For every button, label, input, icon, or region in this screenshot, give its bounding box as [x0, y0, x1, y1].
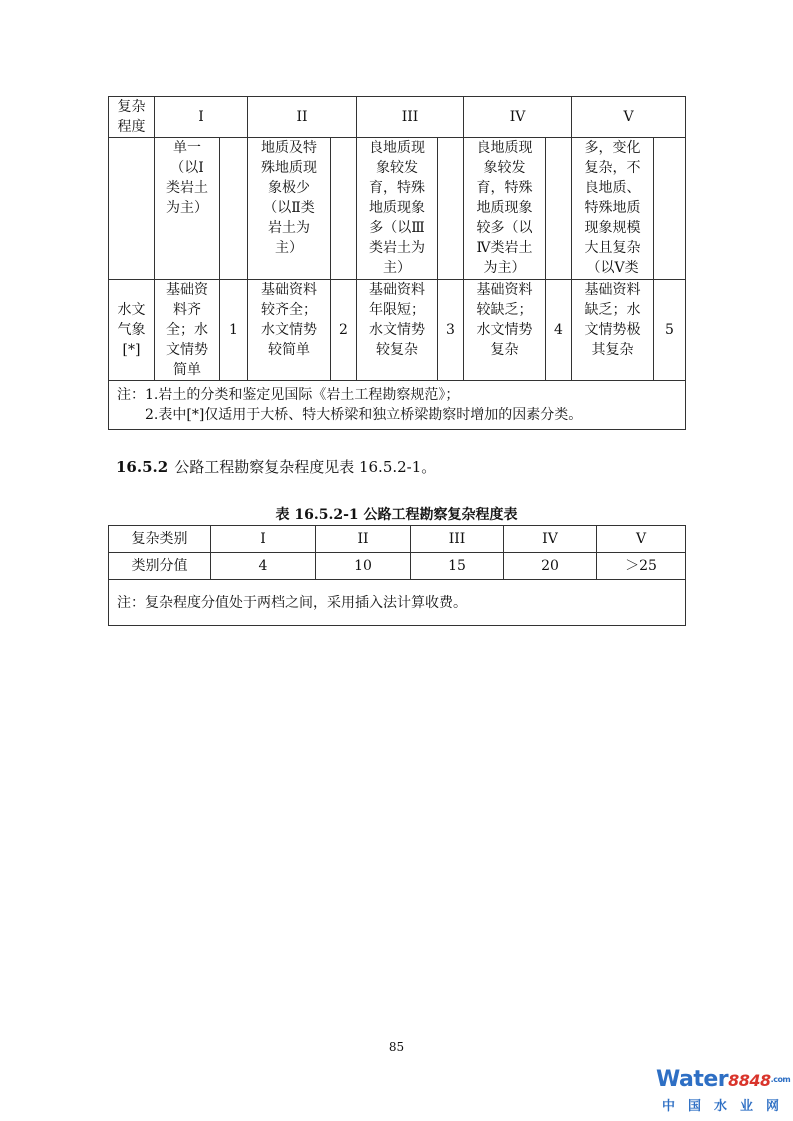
category-1: I [211, 526, 316, 553]
category-3: III [411, 526, 504, 553]
hydro-row [109, 280, 686, 381]
category-4: IV [504, 526, 597, 553]
watermark-subtitle: 中国水业网 [662, 1099, 793, 1114]
score-1: 4 [211, 553, 316, 580]
geology-row [109, 138, 686, 280]
hydro-cell-4: 基础资料 较缺乏； 水文情势 复杂 [464, 280, 546, 381]
table2-note: 注：复杂程度分值处于两档之间，采用插入法计算收费。 [109, 580, 686, 626]
level-header-5: V [572, 97, 686, 138]
hydro-score-5: 5 [654, 280, 686, 381]
table2-score-row [109, 553, 686, 580]
hydro-row-label: 水文 气象 [*] [109, 280, 155, 381]
hydro-score-2: 2 [331, 280, 357, 381]
category-header-label: 复杂类别 [109, 526, 211, 553]
table1-notes-row [109, 381, 686, 430]
survey-complexity-table [108, 525, 686, 626]
table1-notes [109, 381, 686, 430]
section-paragraph [116, 456, 436, 477]
hydro-cell-5: 基础资料 缺乏；水 文情势极 其复杂 [572, 280, 654, 381]
complexity-level-header: 复杂 程度 [109, 97, 155, 138]
watermark-brand [656, 1067, 791, 1093]
geology-cell-3: 良地质现 象较发 育，特殊 地质现象 多（以Ⅲ 类岩土为 主） [357, 138, 438, 280]
level-header-1: I [155, 97, 248, 138]
hydro-score-4: 4 [546, 280, 572, 381]
level-header-2: II [248, 97, 357, 138]
geology-row-label [109, 138, 155, 280]
section-text: 公路工程勘察复杂程度见表 16.5.2-1。 [174, 458, 437, 476]
table1-header-row [109, 97, 686, 138]
geology-score-5 [654, 138, 686, 280]
section-number: 16.5.2 [116, 458, 169, 476]
table2-header-row [109, 526, 686, 553]
level-header-4: IV [464, 97, 572, 138]
table1-note-2: 2.表中[*]仅适用于大桥、特大桥梁和独立桥梁勘察时增加的因素分类。 [145, 407, 583, 423]
geology-score-1 [220, 138, 248, 280]
hydro-cell-2: 基础资料 较齐全； 水文情势 较简单 [248, 280, 331, 381]
geology-cell-1: 单一 （以Ⅰ 类岩土 为主） [155, 138, 220, 280]
score-2: 10 [316, 553, 411, 580]
score-3: 15 [411, 553, 504, 580]
category-2: II [316, 526, 411, 553]
table1-note-1: 注：1.岩土的分类和鉴定见国际《岩土工程勘察规范》； [117, 387, 460, 403]
watermark-brand-digits: 8848 [728, 1071, 771, 1090]
geology-score-2 [331, 138, 357, 280]
table2-title: 表 16.5.2-1 公路工程勘察复杂程度表 [275, 507, 518, 523]
hydro-score-3: 3 [438, 280, 464, 381]
geology-cell-5: 多，变化 复杂，不 良地质、 特殊地质 现象规模 大且复杂 （以Ⅴ类 [572, 138, 654, 280]
geology-score-3 [438, 138, 464, 280]
hydro-cell-1: 基础资 料齐 全；水 文情势 简单 [155, 280, 220, 381]
score-label: 类别分值 [109, 553, 211, 580]
geology-cell-4: 良地质现 象较发 育，特殊 地质现象 较多（以 Ⅳ类岩土 为主） [464, 138, 546, 280]
category-5: V [597, 526, 686, 553]
watermark-logo [656, 1067, 793, 1114]
table2-note-row [109, 580, 686, 626]
geology-score-4 [546, 138, 572, 280]
level-header-3: III [357, 97, 464, 138]
complexity-factor-table [108, 96, 686, 430]
score-4: 20 [504, 553, 597, 580]
page-number: 85 [388, 1040, 405, 1054]
geology-cell-2: 地质及特 殊地质现 象极少 （以Ⅱ类 岩土为 主） [248, 138, 331, 280]
score-5: ＞25 [597, 553, 686, 580]
hydro-score-1: 1 [220, 280, 248, 381]
watermark-brand-word: Water [656, 1067, 729, 1092]
watermark-brand-domain: .com [770, 1075, 791, 1084]
hydro-cell-3: 基础资料 年限短； 水文情势 较复杂 [357, 280, 438, 381]
